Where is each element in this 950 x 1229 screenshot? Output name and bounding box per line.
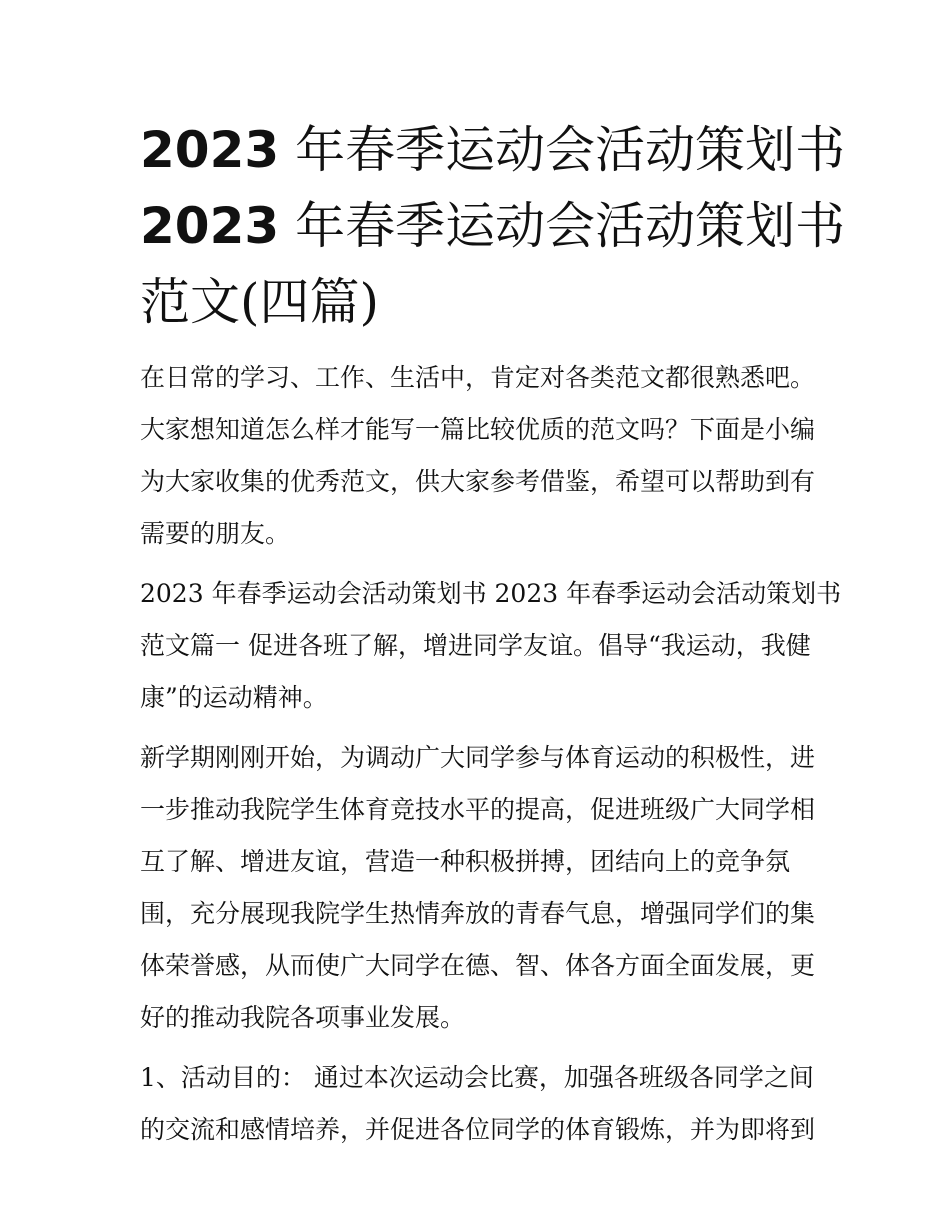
document-body	[140, 352, 842, 1164]
text-line: 为大家收集的优秀范文，供大家参考借鉴，希望可以帮助到有	[140, 467, 816, 496]
text-line: 范文篇一 促进各班了解，增进同学友谊。倡导“我运动，我健	[140, 631, 811, 660]
title-year: 2023	[140, 197, 280, 255]
text-line: 好的推动我院各项事业发展。	[140, 1003, 466, 1032]
text-line: 围，充分展现我院学生热情奔放的青春气息，增强同学们的集	[140, 899, 816, 928]
text-line: 的交流和感情培养，并促进各位同学的体育锻炼，并为即将到	[140, 1115, 816, 1144]
text-line: 在日常的学习、工作、生活中，肯定对各类范文都很熟悉吧。	[140, 363, 816, 392]
title-year: 2023	[140, 121, 280, 179]
text-line: 1、活动目的： 通过本次运动会比赛，加强各班级各同学之间	[140, 1063, 814, 1092]
paragraph-purpose	[140, 1052, 820, 1156]
paragraph-intro	[140, 352, 820, 560]
text-line: 康”的运动精神。	[140, 683, 328, 712]
document-title	[140, 112, 846, 340]
title-text: 年春季运动会活动策划书	[295, 121, 846, 179]
text-line: 体荣誉感，从而使广大同学在德、智、体各方面全面发展，更	[140, 951, 816, 980]
text-line: 一步推动我院学生体育竞技水平的提高，促进班级广大同学相	[140, 795, 816, 824]
title-line-1	[140, 112, 846, 188]
text-line: 2023 年春季运动会活动策划书 2023 年春季运动会活动策划书	[140, 579, 842, 608]
paragraph-section-heading	[140, 568, 842, 724]
text-line: 新学期刚刚开始，为调动广大同学参与体育运动的积极性，进	[140, 743, 816, 772]
title-line-2	[140, 188, 846, 264]
paragraph-background	[140, 732, 820, 1044]
title-line-3: 范文(四篇)	[140, 273, 380, 331]
title-text: 年春季运动会活动策划书	[295, 197, 846, 255]
text-line: 大家想知道怎么样才能写一篇比较优质的范文吗？下面是小编	[140, 415, 816, 444]
text-line: 需要的朋友。	[140, 519, 291, 548]
text-line: 互了解、增进友谊，营造一种积极拼搏，团结向上的竞争氛	[140, 847, 791, 876]
